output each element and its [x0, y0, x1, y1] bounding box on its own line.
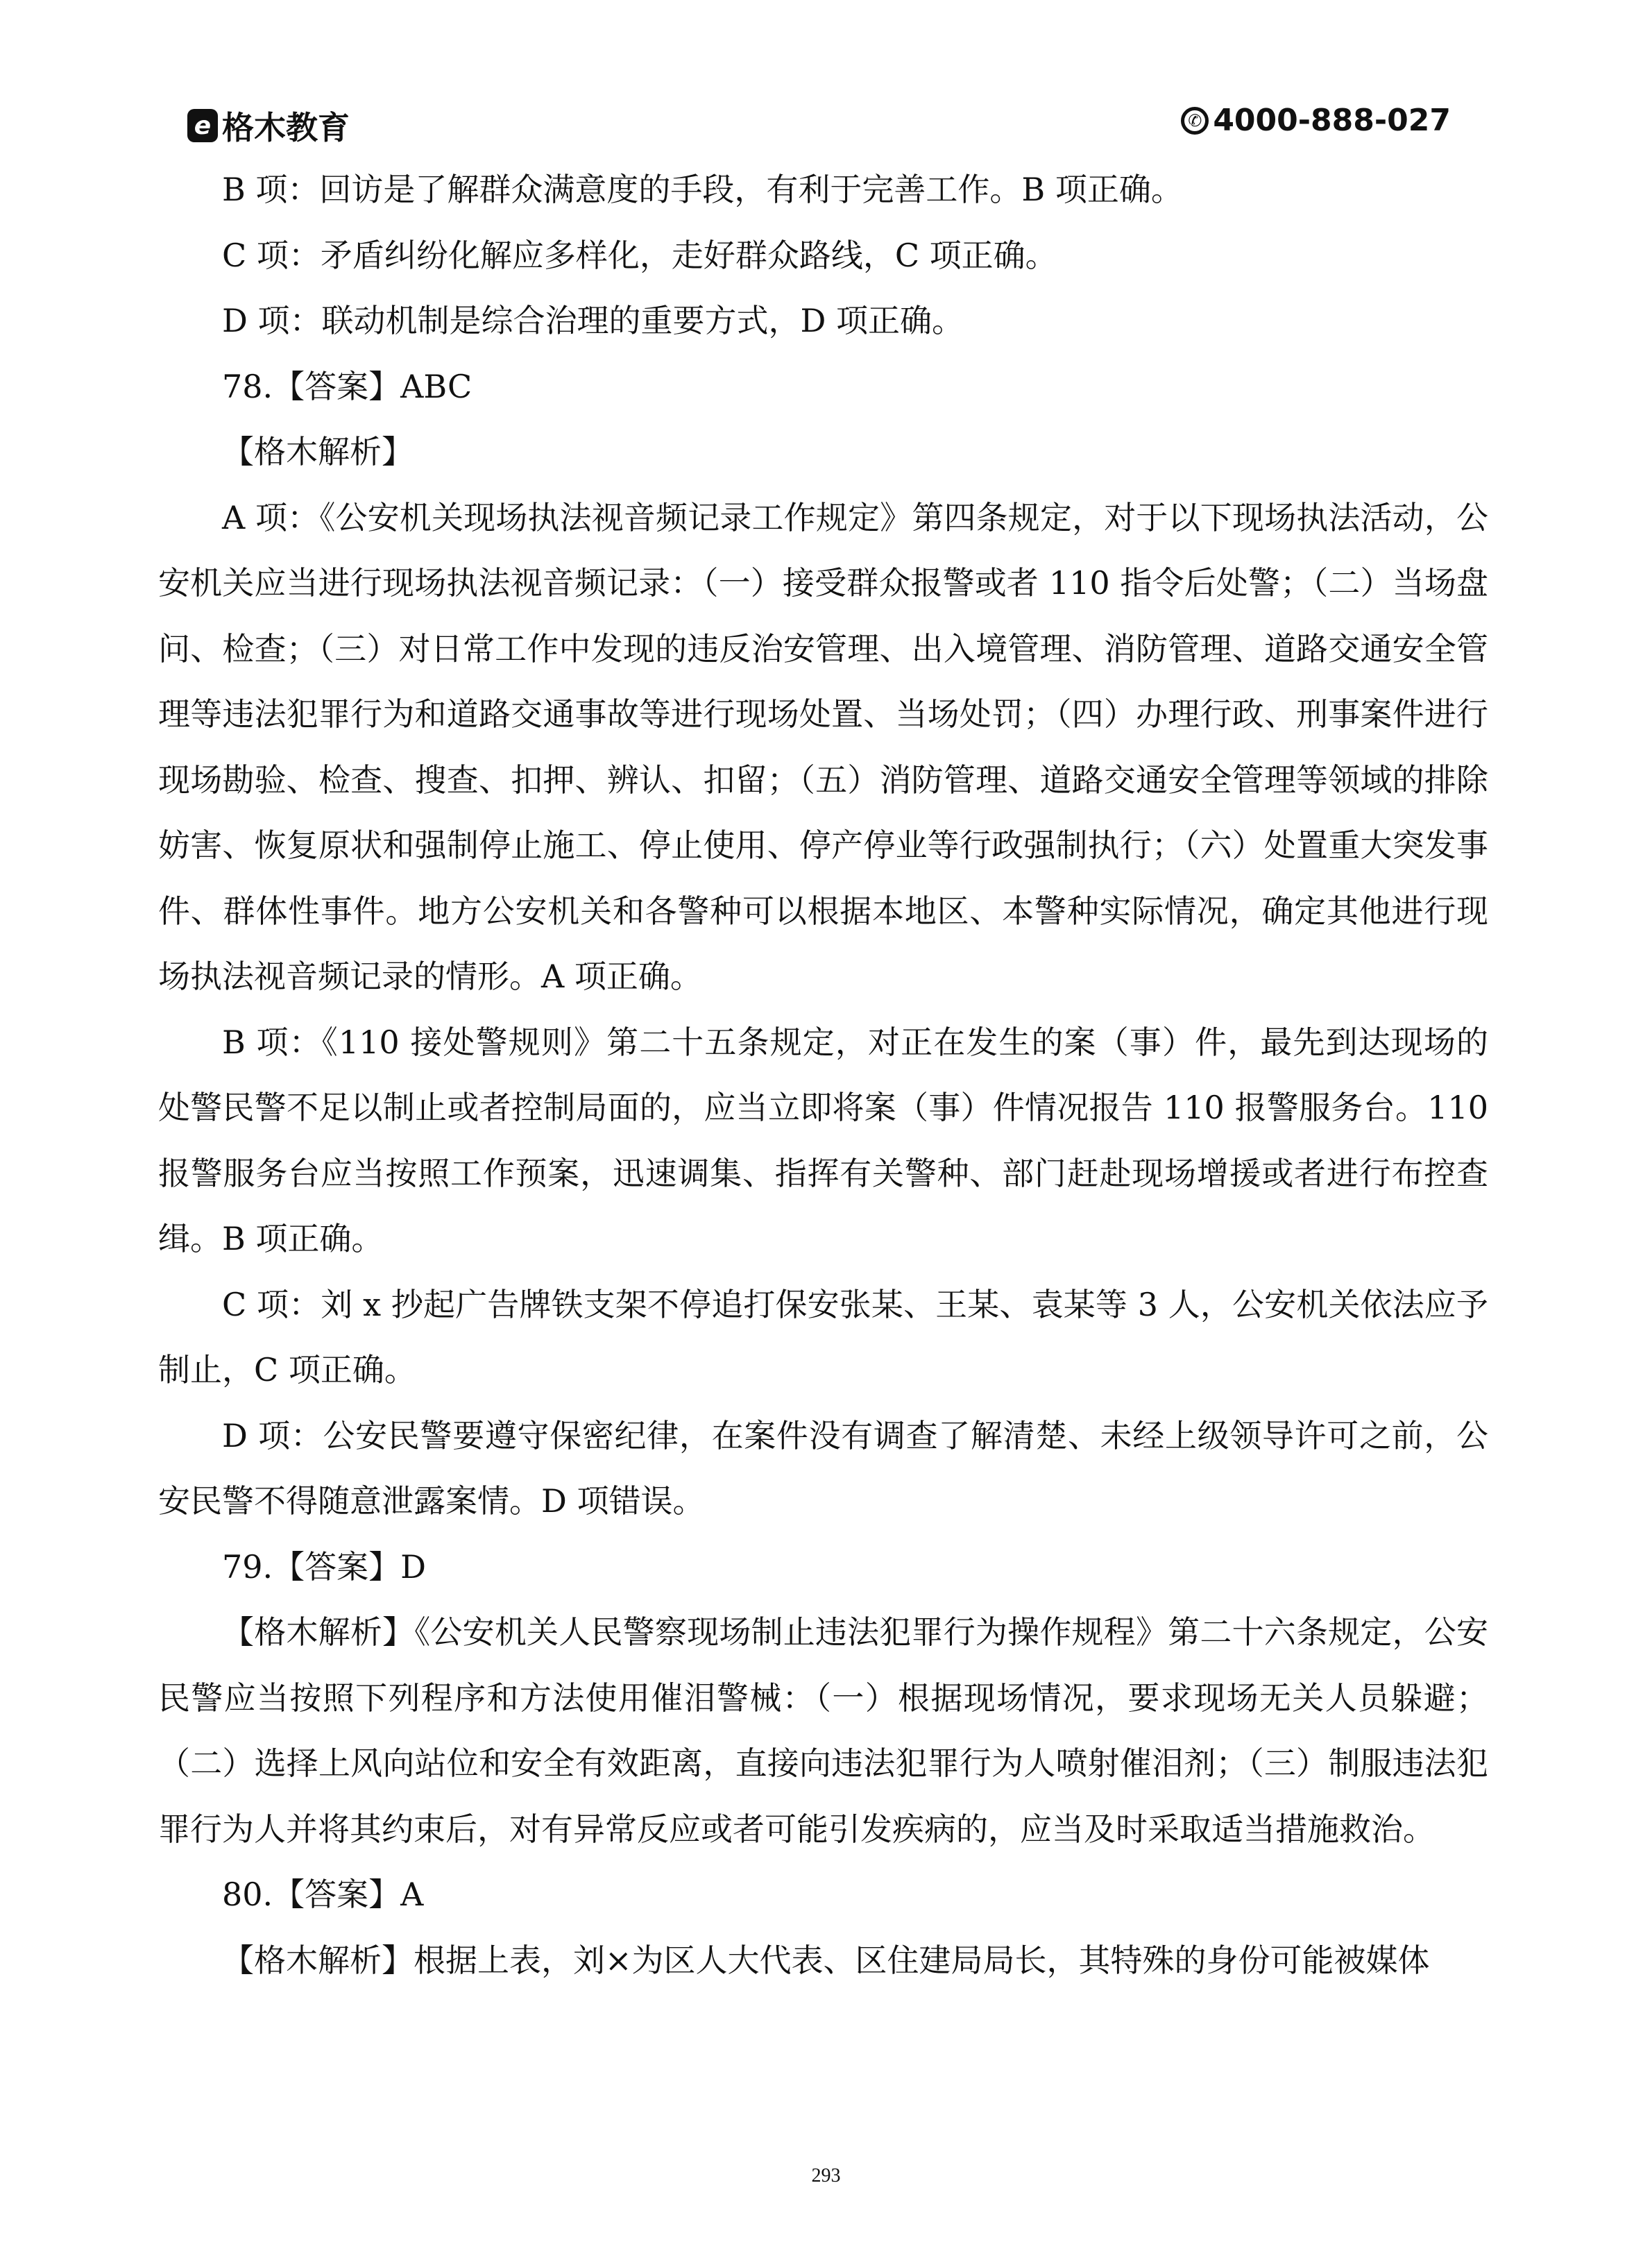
paragraph: A 项：《公安机关现场执法视音频记录工作规定》第四条规定，对于以下现场执法活动，公安机关应当进行现场执法视音频记录：（一）接受群众报警或者 110 指令后处警；（二）当场盘问、检查；（三）对日常工作中发现的违反治安管理、出入境管理、消防管理、道路交通安全管理等违法犯罪行为和道路交通事故等进行现场处置、当场处罚；（四）办理行政、刑事案件进行现场勘验、检查、搜查、扣押、辨认、扣留；（五）消防管理、道路交通安全管理等领域的排除妨害、恢复原状和强制停止施工、停止使用、停产停业等行政强制执行；（六）处置重大突发事件、群体性事件。地方公安机关和各警种可以根据本地区、本警种实际情况，确定其他进行现场执法视音频记录的情形。A 项正确。	[158, 498, 1488, 995]
answer-heading: 79.【答案】D	[222, 1547, 427, 1586]
paragraph: B 项：《110 接处警规则》第二十五条规定，对正在发生的案（事）件，最先到达现场的处警民警不足以制止或者控制局面的，应当立即将案（事）件情况报告 110 报警服务台。110 报警服务台应当按照工作预案，迅速调集、指挥有关警种、部门赶赴现场增援或者进行布控查缉。B 项正确。	[158, 1023, 1489, 1257]
paragraph: C 项：刘 x 抄起广告牌铁支架不停追打保安张某、王某、袁某等 3 人，公安机关依法应予制止，C 项正确。	[158, 1285, 1488, 1388]
paragraph: C 项：矛盾纠纷化解应多样化，走好群众路线，C 项正确。	[222, 236, 1057, 274]
page-number: 293	[811, 2165, 841, 2186]
analysis-heading: 【格木解析】	[222, 433, 414, 470]
phone-number: 4000-888-027	[1213, 103, 1451, 138]
paragraph: D 项：联动机制是综合治理的重要方式，D 项正确。	[222, 302, 964, 339]
paragraph: D 项：公安民警要遵守保密纪律，在案件没有调查了解清楚、未经上级领导许可之前，公安民警不得随意泄露案情。D 项错误。	[158, 1416, 1488, 1520]
paragraph: 【格木解析】《公安机关人民警察现场制止违法犯罪行为操作规程》第二十六条规定，公安民警应当按照下列程序和方法使用催泪警械：（一）根据现场情况，要求现场无关人员躲避；（二）选择上风向站位和安全有效距离，直接向违法犯罪行为人喷射催泪剂；（三）制服违法犯罪行为人并将其约束后，对有异常反应或者可能引发疾病的，应当及时采取适当措施救治。	[158, 1613, 1488, 1848]
page-header	[187, 103, 1451, 144]
paragraph: B 项：回访是了解群众满意度的手段，有利于完善工作。B 项正确。	[222, 171, 1183, 208]
brand-logo	[187, 103, 350, 148]
logo-text: 格木教育	[222, 109, 350, 146]
document-body	[158, 157, 1488, 1993]
answer-heading: 78.【答案】ABC	[222, 367, 472, 405]
phone-contact	[1181, 103, 1451, 138]
answer-heading: 80.【答案】A	[222, 1876, 424, 1913]
logo-e-icon: e	[187, 109, 218, 142]
paragraph: 【格木解析】根据上表，刘×为区人大代表、区住建局局长，其特殊的身份可能被媒体	[222, 1941, 1430, 1979]
phone-icon: ✆	[1181, 107, 1209, 135]
